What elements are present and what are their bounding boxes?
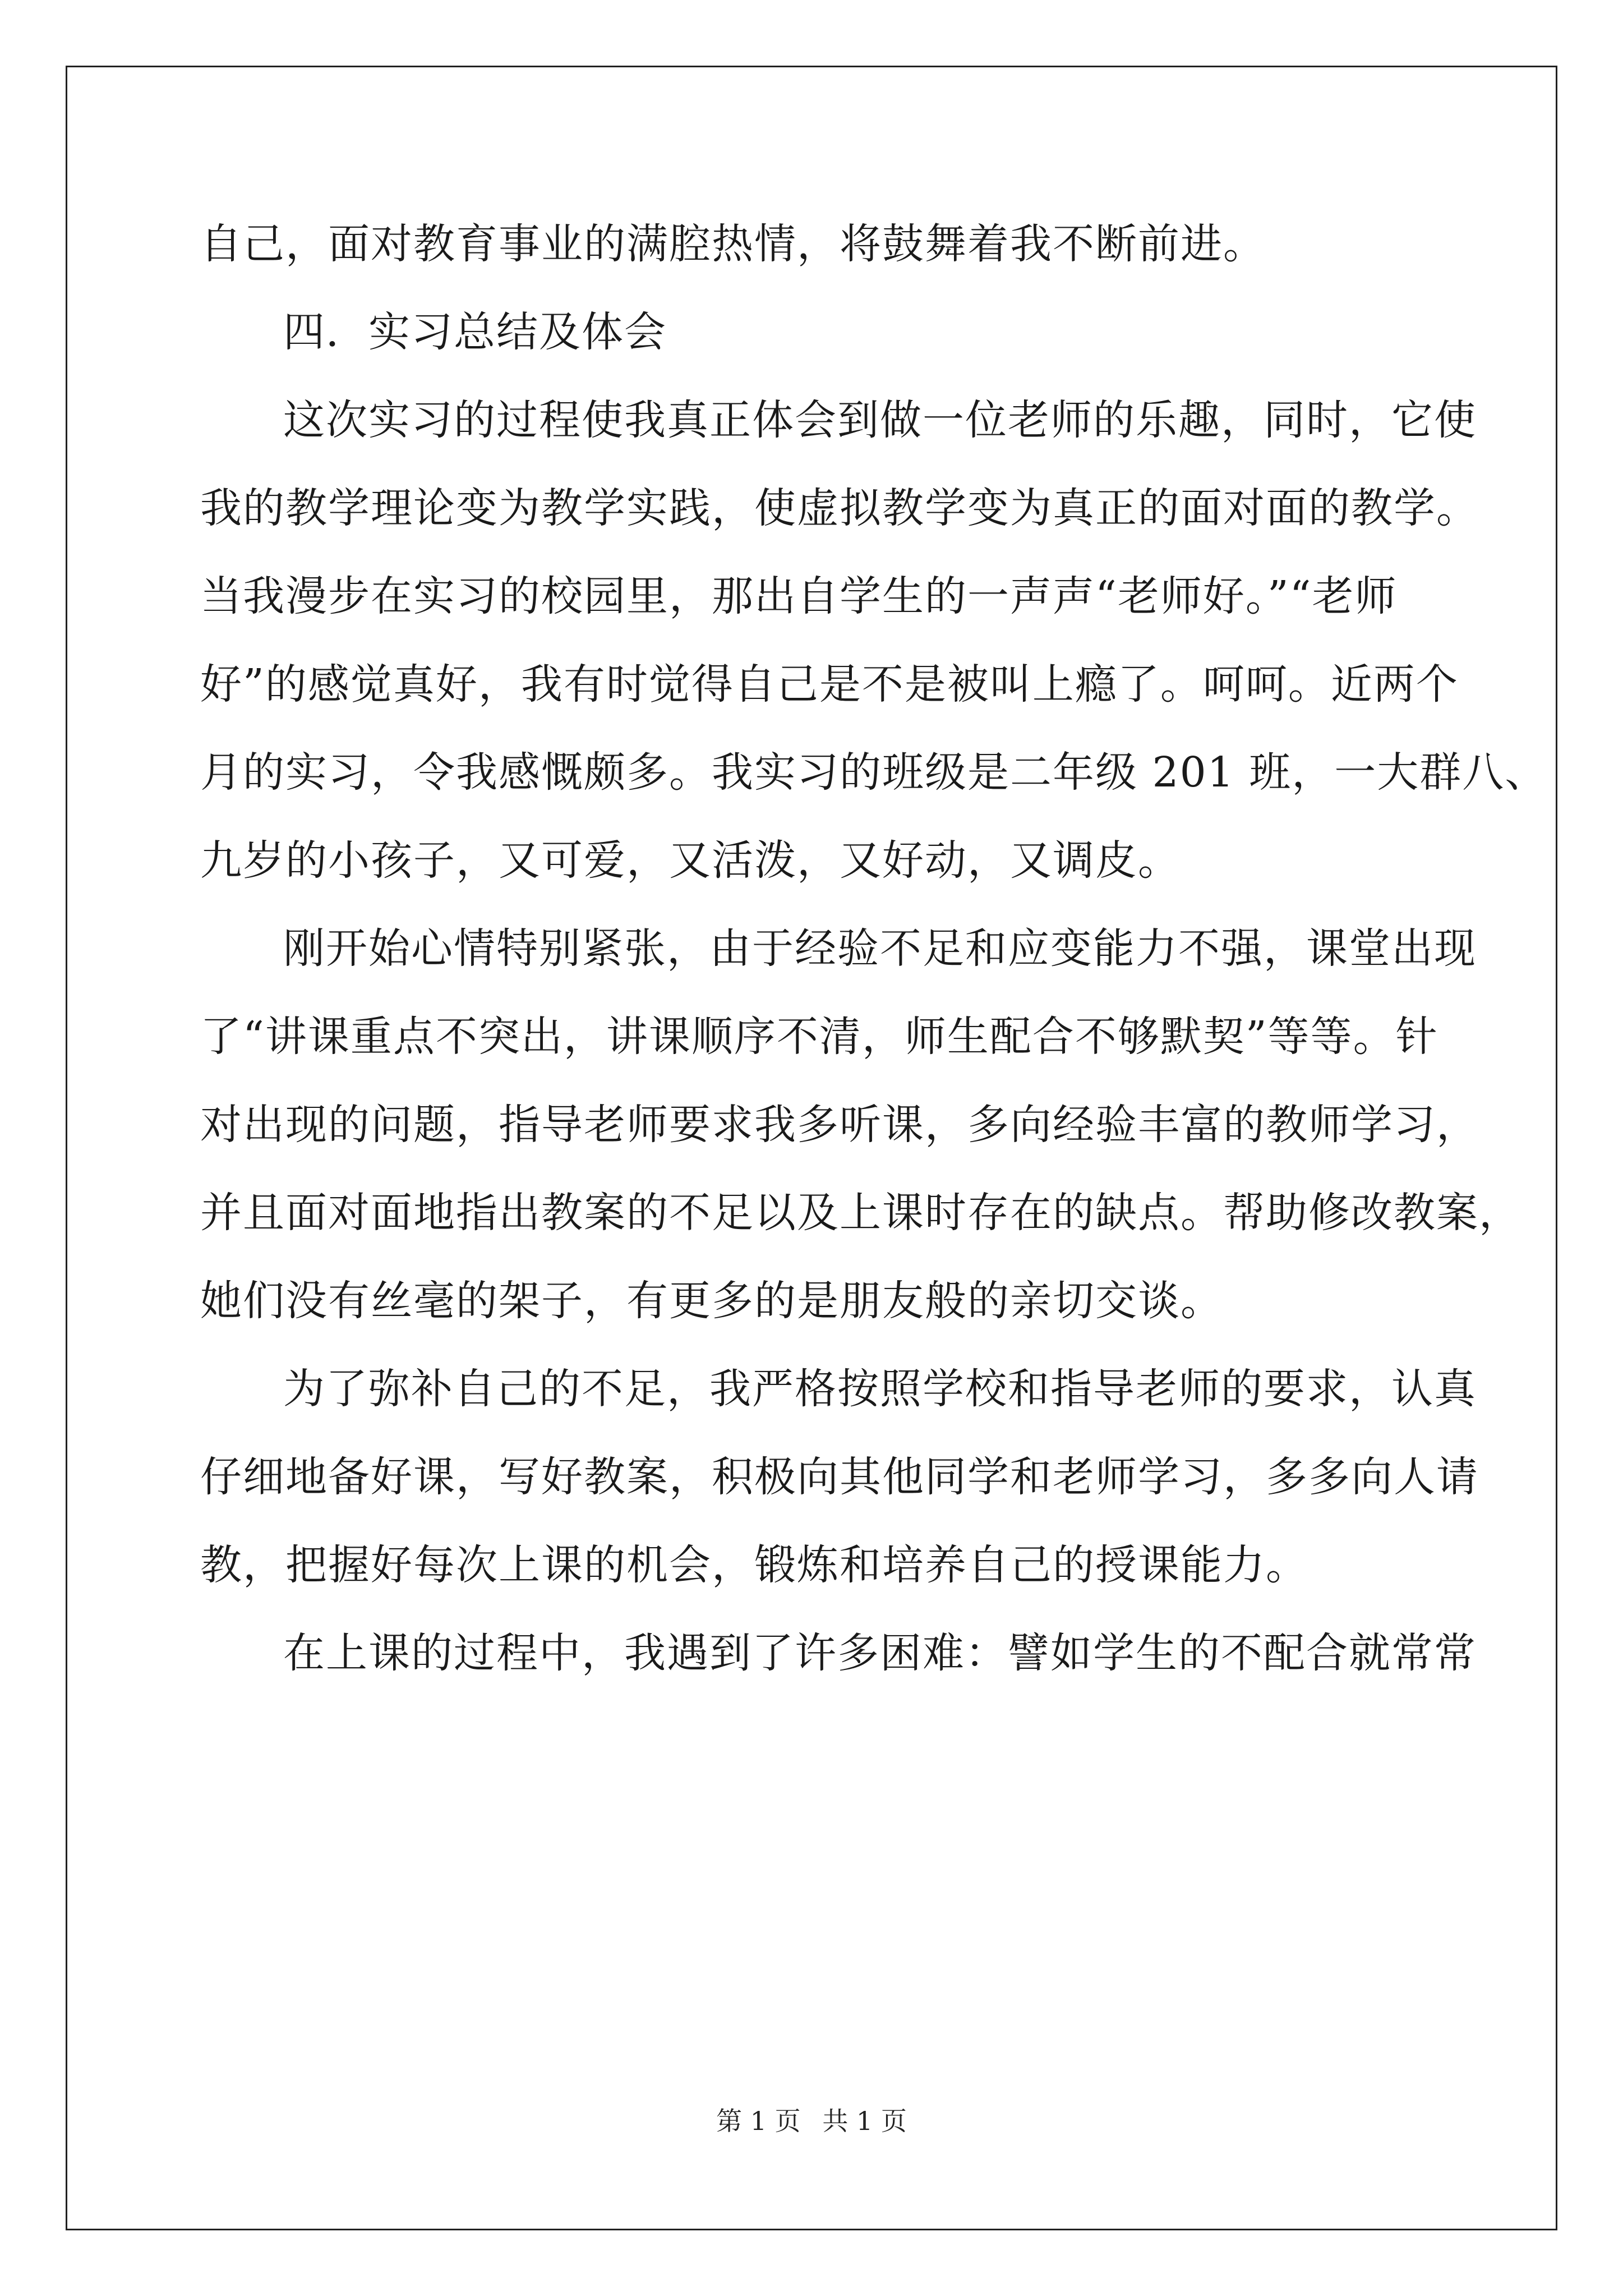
text-line: 我的教学理论变为教学实践，使虚拟教学变为真正的面对面的教学。 (200, 484, 1479, 532)
text-line: 教，把握好每次上课的机会，锻炼和培养自己的授课能力。 (200, 1541, 1308, 1589)
page-footer (0, 2101, 1623, 2138)
text-line: 了“讲课重点不突出，讲课顺序不清，师生配合不够默契”等等。针 (200, 1013, 1438, 1061)
text-line: 当我漫步在实习的校园里，那出自学生的一声声“老师好。”“老师 (200, 572, 1398, 620)
text-line: 刚开始心情特别紧张，由于经验不足和应变能力不强，课堂出现 (283, 924, 1477, 973)
text-line: 这次实习的过程使我真正体会到做一位老师的乐趣，同时，它使 (283, 396, 1477, 444)
text-line: 九岁的小孩子，又可爱，又活泼，又好动，又调皮。 (200, 836, 1181, 885)
text-line: 月的实习，令我感慨颇多。我实习的班级是二年级 201 班，一大群八、 (200, 748, 1548, 797)
text-line: 好”的感觉真好，我有时觉得自己是不是被叫上瘾了。呵呵。近两个 (200, 660, 1459, 708)
text-line: 对出现的问题，指导老师要求我多听课，多向经验丰富的教师学习， (200, 1101, 1479, 1149)
page-total: 共 1 页 (822, 2106, 907, 2136)
text-line: 并且面对面地指出教案的不足以及上课时存在的缺点。帮助修改教案， (200, 1189, 1521, 1237)
text-line: 她们没有丝毫的架子，有更多的是朋友般的亲切交谈。 (200, 1277, 1223, 1325)
text-line: 仔细地备好课，写好教案，积极向其他同学和老师学习，多多向人请 (200, 1453, 1479, 1501)
text-line: 在上课的过程中，我遇到了许多困难：譬如学生的不配合就常常 (283, 1629, 1477, 1677)
section-heading: 四．实习总结及体会 (283, 308, 667, 356)
text-line: 为了弥补自己的不足，我严格按照学校和指导老师的要求，认真 (283, 1365, 1477, 1413)
text-line: 自己，面对教育事业的满腔热情，将鼓舞着我不断前进。 (200, 220, 1266, 268)
page-number: 第 1 页 (716, 2106, 801, 2136)
